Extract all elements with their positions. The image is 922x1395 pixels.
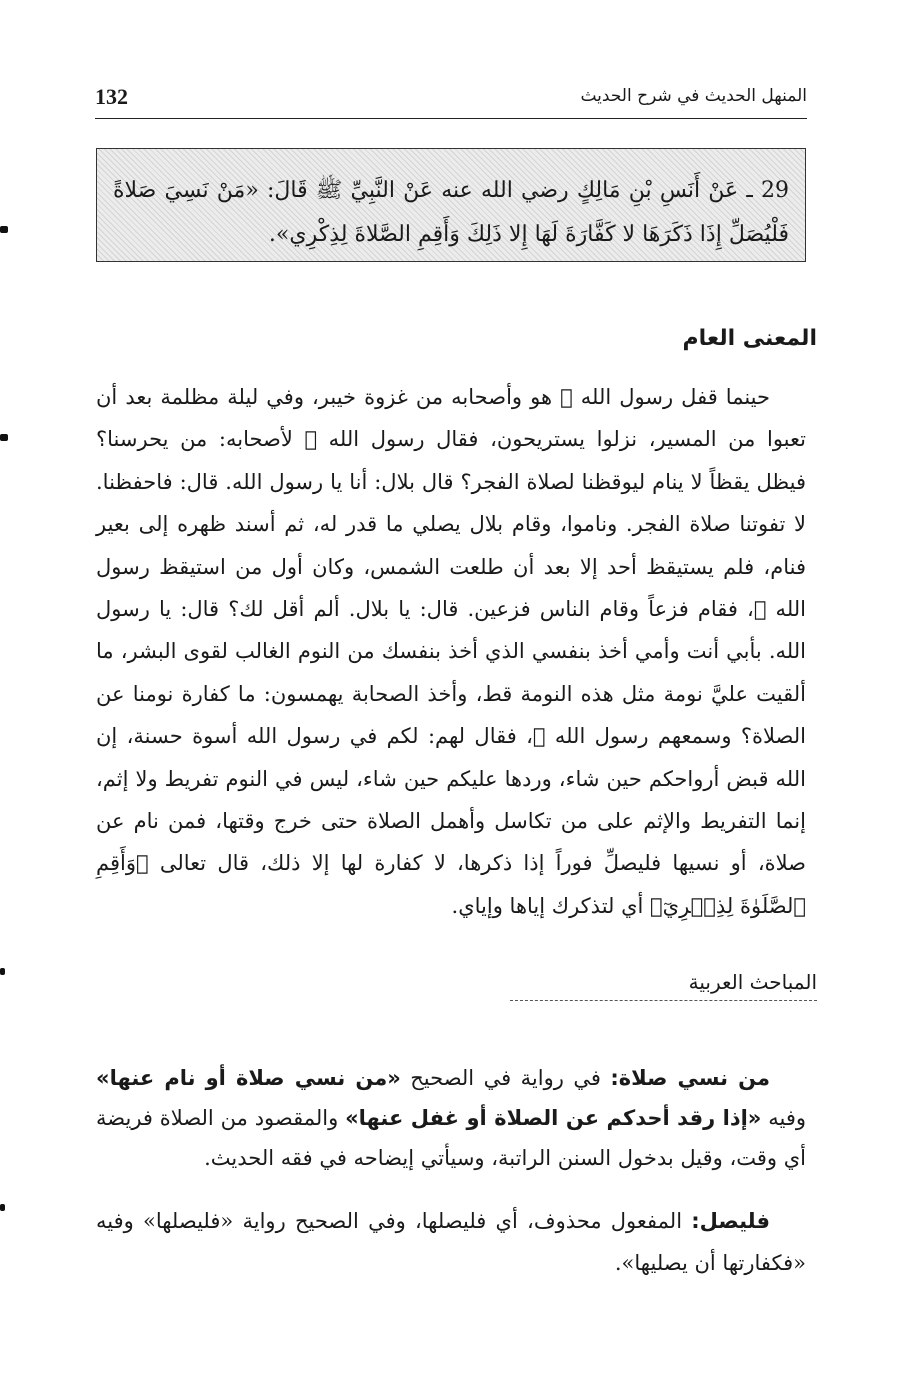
hadith-text: 29 ـ عَنْ أَنَسِ بْنِ مَالِكٍ رضي الله عنه عَنْ النَّبِيِّ ﷺ قَالَ: «مَنْ نَسِيَ صَلاةً فَلْيُصَلِّ إِذَا ذَكَرَهَا لا كَفَّارَةَ لَهَا إِلا ذَلِكَ وَأَقِمِ الصَّلاةَ لِذِكْرِي». (113, 178, 789, 247)
term-falyusalli: فليصل: (691, 1209, 770, 1233)
scan-margin-mark (0, 968, 5, 975)
term-man-nasiya: من نسي صلاة: (610, 1066, 770, 1090)
general-meaning-body (96, 376, 806, 927)
arabic-studies-paragraph-1 (96, 1058, 806, 1178)
heading-divider (510, 1000, 817, 1001)
arabic-studies-heading: المباحث العربية (688, 970, 817, 994)
running-title: المنهل الحديث في شرح الحديث (580, 86, 807, 106)
running-header (95, 78, 807, 119)
general-meaning-paragraph: حينما قفل رسول الله ﷺ هو وأصحابه من غزوة خيبر، وفي ليلة مظلمة بعد أن تعبوا من المسير، نزلوا يستريحون، فقال رسول الله ﷺ لأصحابه: من يحرسنا؟ فيظل يقظاً لا ينام ليوقظنا لصلاة الفجر؟ قال بلال: أنا يا رسول الله. قال: فاحفظنا. لا تفوتنا صلاة الفجر. وناموا، وقام بلال يصلي ما قدر له، ثم أسند ظهره إلى بعير فنام، فلم يستيقظ أحد إلا بعد أن طلعت الشمس، وكان أول من استيقظ رسول الله ﷺ، فقام فزعاً وقام الناس فزعين. قال: يا بلال. ألم أقل لك؟ قال: يا رسول الله. بأبي أنت وأمي أخذ بنفسي الذي أخذ بنفسك من النوم الغالب لقوى البشر، ما ألقيت عليَّ نومة مثل هذه النومة قط، وأخذ الصحابة يهمسون: ما كفارة نومنا عن الصلاة؟ وسمعهم رسول الله ﷺ، فقال لهم: لكم في رسول الله أسوة حسنة، إن الله قبض أرواحكم حين شاء، وردها عليكم حين شاء، ليس في النوم تفريط ولا إثم، إنما التفريط والإثم على من تكاسل وأهمل الصلاة حتى خرج وقتها، فمن نام عن صلاة، أو نسيها فليصلِّ فوراً إذا ذكرها، لا كفارة لها إلا ذلك، قال تعالى ﴿وَأَقِمِ ٱلصَّلَوٰةَ لِذِكۡرِيٓ﴾ أي لتذكرك إياها وإياي. (96, 385, 806, 918)
paragraph-2-content (96, 1200, 806, 1284)
quote-riwaya-1: «من نسي صلاة أو نام عنها» (96, 1066, 401, 1090)
quote-riwaya-2: «إذا رقد أحدكم عن الصلاة أو غفل عنها» (345, 1106, 762, 1130)
paragraph-1-text-c: والمقصود من الصلاة فريضة أي وقت، وقيل بدخول السنن الراتبة، وسيأتي إيضاحه في فقه الحديث. (96, 1106, 806, 1170)
paragraph-1-text-b: وفيه (761, 1106, 806, 1130)
paragraph-1-content (96, 1058, 806, 1178)
arabic-studies-paragraph-2 (96, 1200, 806, 1284)
hadith-box (96, 148, 806, 262)
page-number: 132 (95, 84, 128, 109)
general-meaning-heading: المعنى العام (682, 326, 817, 351)
paragraph-2-text: المفعول محذوف، أي فليصلها، وفي الصحيح رواية «فليصلها» وفيه «فكفارتها أن يصليها». (96, 1209, 806, 1275)
scan-margin-mark (0, 226, 8, 233)
scan-margin-mark (0, 434, 8, 441)
scan-margin-mark (0, 1204, 5, 1211)
paragraph-1-text-a: في رواية في الصحيح (400, 1066, 611, 1090)
